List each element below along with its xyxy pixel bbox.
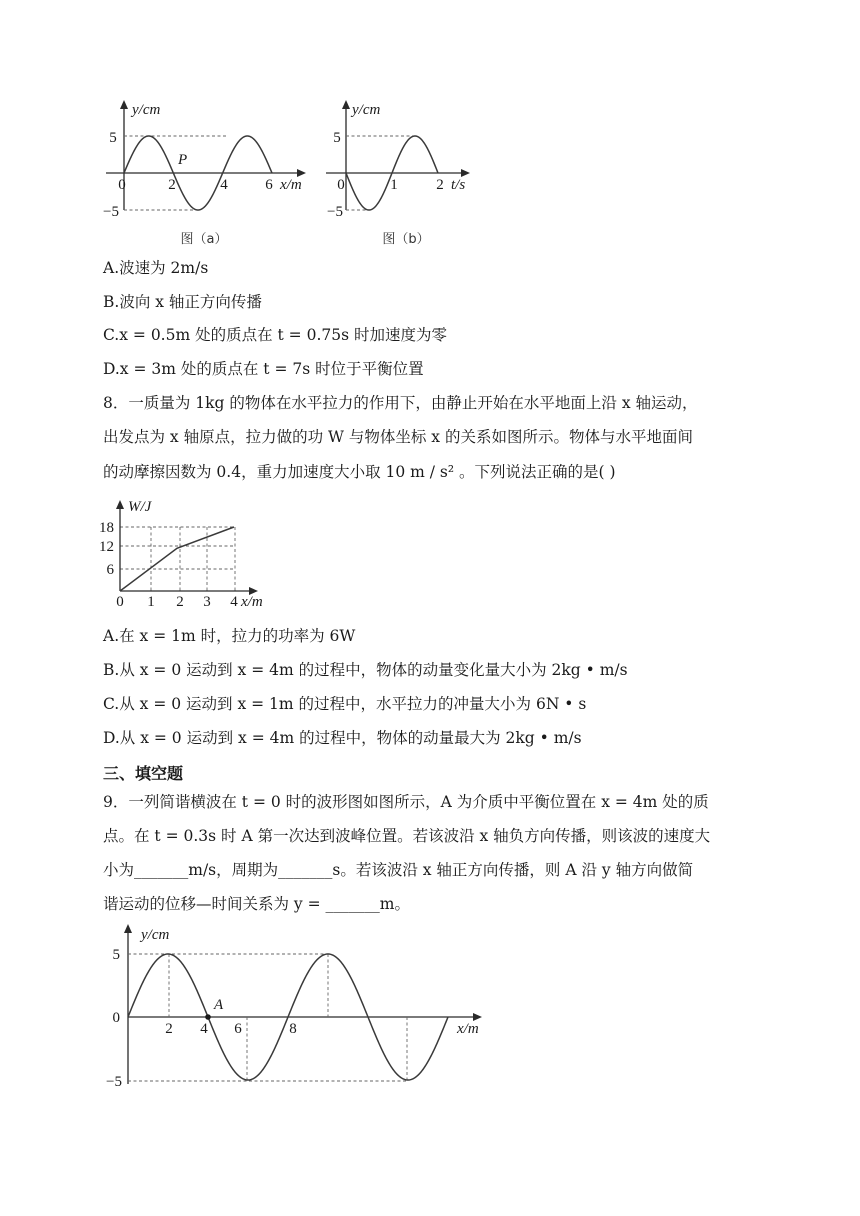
- x-axis-label: x/m: [241, 594, 263, 610]
- point-a-marker: [205, 1014, 211, 1020]
- y-tick-5: 5: [112, 947, 120, 963]
- work-displacement-chart: [100, 492, 300, 612]
- y-axis-arrow: [116, 500, 124, 509]
- y-tick-0: 0: [112, 1010, 120, 1026]
- x-tick-4: 4: [220, 177, 228, 193]
- y-tick-5: 5: [333, 130, 341, 146]
- y-axis-arrow: [120, 100, 128, 109]
- x-axis-arrow: [461, 169, 470, 177]
- y-tick-18: 18: [99, 520, 114, 536]
- q8-stem-line-3: 的动摩擦因数为 0.4，重力加速度大小取 10 m / s² 。下列说法正确的是( ): [103, 463, 616, 481]
- x-tick-2: 2: [176, 594, 184, 610]
- y-axis-label: y/cm: [352, 102, 381, 118]
- x-tick-3: 3: [203, 594, 211, 610]
- q9-stem-line-2: 点。在 t = 0.3s 时 A 第一次达到波峰位置。若该波沿 x 轴负方向传播，则该波的速度大: [103, 827, 711, 845]
- point-p-label: P: [178, 152, 188, 168]
- x-tick-0: 0: [337, 177, 345, 193]
- q9-stem-line-4: 谐运动的位移—时间关系为 y = _______m。: [103, 895, 410, 913]
- y-tick-minus5: −5: [103, 204, 119, 220]
- y-tick-minus5: −5: [327, 204, 343, 220]
- q7-option-d: D.x = 3m 处的质点在 t = 7s 时位于平衡位置: [103, 360, 424, 378]
- x-tick-6: 6: [265, 177, 273, 193]
- x-axis-label: x/m: [280, 177, 302, 193]
- q9-stem-line-1: 9．一列简谐横波在 t = 0 时的波形图如图所示，A 为介质中平衡位置在 x = 4m 处的质: [103, 793, 709, 811]
- q8-option-c: C.从 x = 0 运动到 x = 1m 的过程中，水平拉力的冲量大小为 6N • s: [103, 695, 587, 713]
- transverse-wave-chart: [100, 922, 500, 1092]
- y-axis-label: W/J: [128, 499, 152, 515]
- q9-stem-line-3: 小为_______m/s，周期为_______s。若该波沿 x 轴正方向传播，则 A 沿 y 轴方向做简: [103, 861, 694, 879]
- section-3-heading: 三、填空题: [103, 764, 184, 783]
- x-axis-label: x/m: [457, 1021, 479, 1037]
- grid-lines: [120, 527, 235, 591]
- figure-a-wave-chart: [100, 98, 320, 248]
- y-axis-label: y/cm: [141, 927, 170, 943]
- y-axis-arrow: [124, 924, 132, 933]
- q8-stem-line-2: 出发点为 x 轴原点，拉力做的功 W 与物体坐标 x 的关系如图所示。物体与水平地面间: [103, 428, 693, 446]
- x-tick-4: 4: [200, 1021, 208, 1037]
- q8-stem-line-1: 8．一质量为 1kg 的物体在水平拉力的作用下，由静止开始在水平地面上沿 x 轴运动，: [103, 394, 698, 412]
- q8-option-b: B.从 x = 0 运动到 x = 4m 的过程中，物体的动量变化量大小为 2kg • m/s: [103, 661, 628, 679]
- q8-option-d: D.从 x = 0 运动到 x = 4m 的过程中，物体的动量最大为 2kg • m/s: [103, 729, 582, 747]
- x-tick-2: 2: [436, 177, 444, 193]
- x-tick-2: 2: [168, 177, 176, 193]
- x-tick-1: 1: [147, 594, 155, 610]
- y-axis-label: y/cm: [132, 102, 161, 118]
- q8-option-a: A.在 x = 1m 时，拉力的功率为 6W: [103, 627, 356, 645]
- x-tick-2: 2: [165, 1021, 173, 1037]
- figure-b-vibration-chart: [320, 98, 500, 248]
- q7-option-c: C.x = 0.5m 处的质点在 t = 0.75s 时加速度为零: [103, 326, 447, 344]
- figure-a-caption: 图（a）: [180, 232, 228, 247]
- y-axis-arrow: [342, 100, 350, 109]
- x-tick-6: 6: [234, 1021, 242, 1037]
- x-tick-8: 8: [289, 1021, 297, 1037]
- y-tick-minus5: −5: [106, 1074, 122, 1090]
- x-tick-4: 4: [230, 594, 238, 610]
- y-tick-6: 6: [106, 562, 114, 578]
- work-line: [120, 527, 234, 591]
- x-axis-label: t/s: [451, 177, 466, 193]
- x-tick-1: 1: [390, 177, 398, 193]
- q7-option-b: B.波向 x 轴正方向传播: [103, 293, 262, 311]
- y-tick-12: 12: [99, 539, 114, 555]
- figure-b-caption: 图（b）: [382, 232, 430, 247]
- q7-option-a: A.波速为 2m/s: [103, 259, 209, 277]
- x-tick-0: 0: [118, 177, 126, 193]
- point-a-label: A: [214, 997, 224, 1013]
- x-axis-arrow: [473, 1013, 482, 1021]
- x-tick-0: 0: [116, 594, 124, 610]
- y-tick-5: 5: [109, 130, 117, 146]
- x-axis-arrow: [297, 169, 306, 177]
